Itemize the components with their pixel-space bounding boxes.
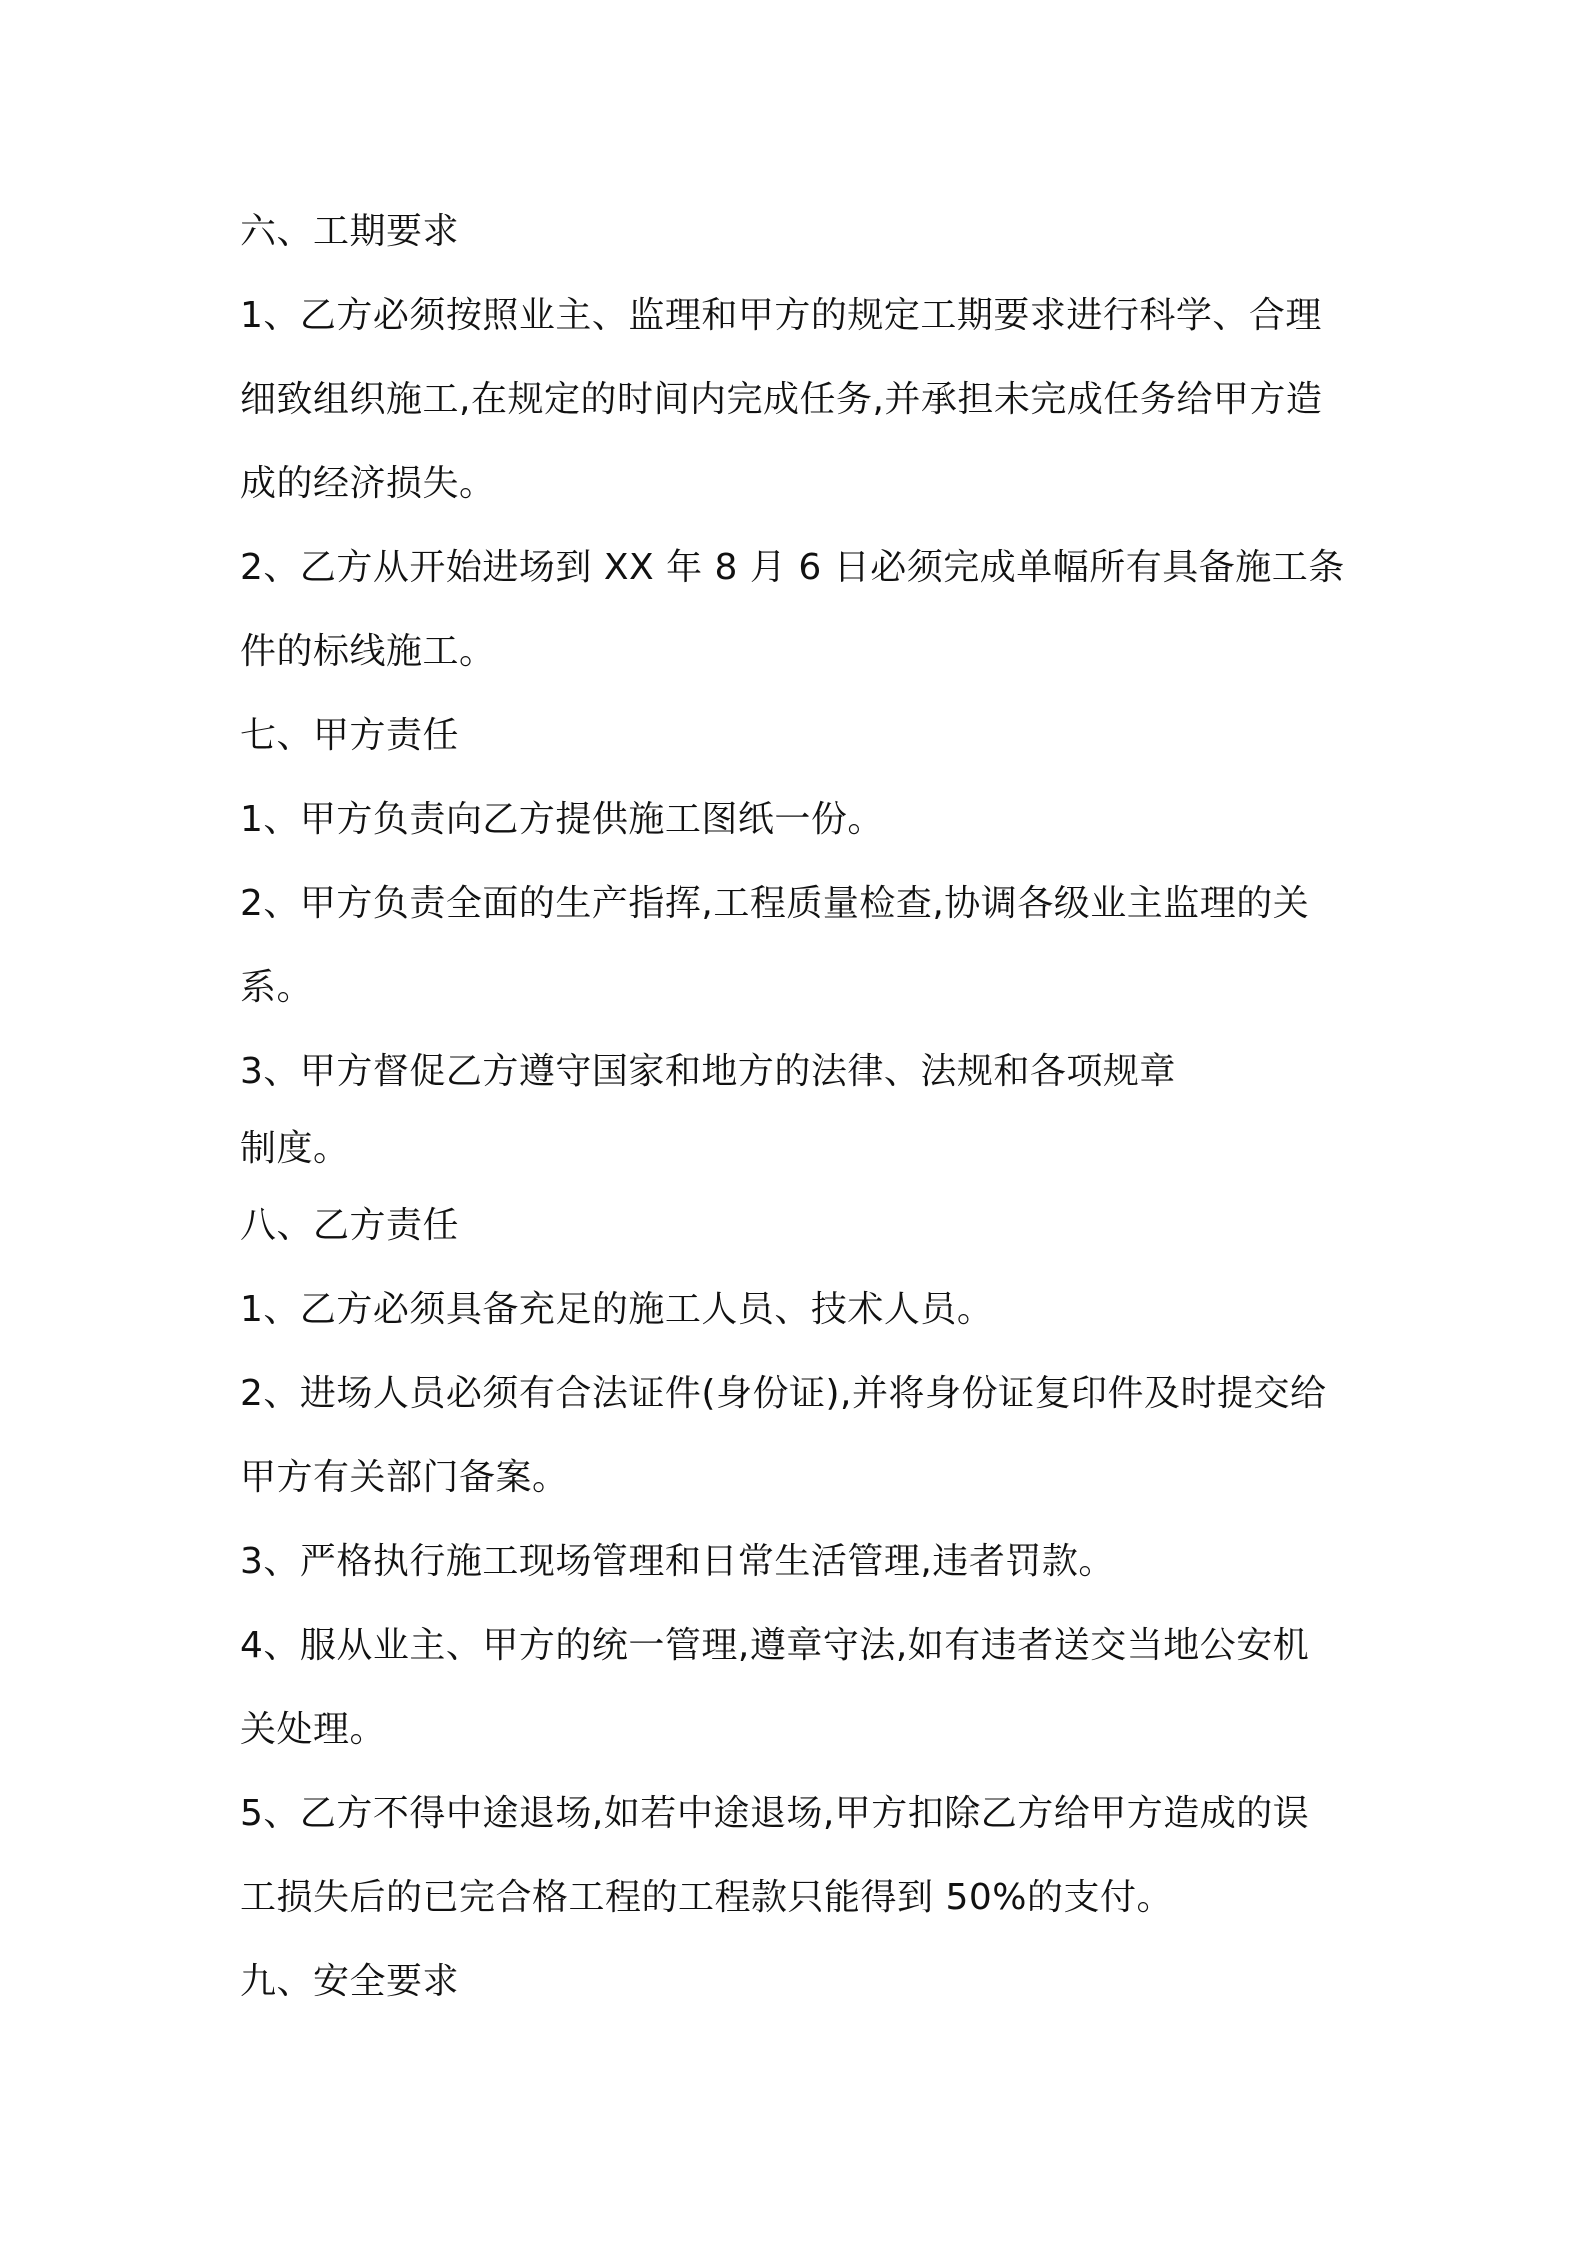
section8-item2-line2: 甲方有关部门备案。 xyxy=(240,1457,569,1498)
section8-item5-line1: 5、乙方不得中途退场,如若中途退场,甲方扣除乙方给甲方造成的误 xyxy=(240,1793,1310,1834)
section-heading-7: 七、甲方责任 xyxy=(240,715,460,756)
section8-item3-line1: 3、严格执行施工现场管理和日常生活管理,违者罚款。 xyxy=(240,1541,1115,1582)
section7-item3-line1: 3、甲方督促乙方遵守国家和地方的法律、法规和各项规章 xyxy=(240,1051,1176,1092)
section8-item4-line2: 关处理。 xyxy=(240,1709,387,1750)
section7-item2-line2: 系。 xyxy=(240,967,314,1008)
section8-item1-line1: 1、乙方必须具备充足的施工人员、技术人员。 xyxy=(240,1289,994,1330)
document-body xyxy=(240,190,1360,2024)
section8-item2-line1: 2、进场人员必须有合法证件(身份证),并将身份证复印件及时提交给 xyxy=(240,1373,1327,1414)
section7-item1-line1: 1、甲方负责向乙方提供施工图纸一份。 xyxy=(240,799,884,840)
section-heading-8: 八、乙方责任 xyxy=(240,1205,460,1246)
section8-item5-line2: 工损失后的已完合格工程的工程款只能得到 50%的支付。 xyxy=(240,1877,1173,1918)
section6-item2-line1: 2、乙方从开始进场到 XX 年 8 月 6 日必须完成单幅所有具备施工条 xyxy=(240,547,1345,588)
section6-item1-line3: 成的经济损失。 xyxy=(240,463,496,504)
section6-item1-line1: 1、乙方必须按照业主、监理和甲方的规定工期要求进行科学、合理 xyxy=(240,295,1322,336)
section8-item4-line1: 4、服从业主、甲方的统一管理,遵章守法,如有违者送交当地公安机 xyxy=(240,1625,1310,1666)
section-heading-6: 六、工期要求 xyxy=(240,211,460,252)
section-heading-9: 九、安全要求 xyxy=(240,1961,460,2002)
section7-item2-line1: 2、甲方负责全面的生产指挥,工程质量检查,协调各级业主监理的关 xyxy=(240,883,1310,924)
section6-item1-line2: 细致组织施工,在规定的时间内完成任务,并承担未完成任务给甲方造 xyxy=(240,379,1323,420)
section6-item2-line2: 件的标线施工。 xyxy=(240,631,496,672)
section7-item3-line2: 制度。 xyxy=(240,1128,350,1169)
